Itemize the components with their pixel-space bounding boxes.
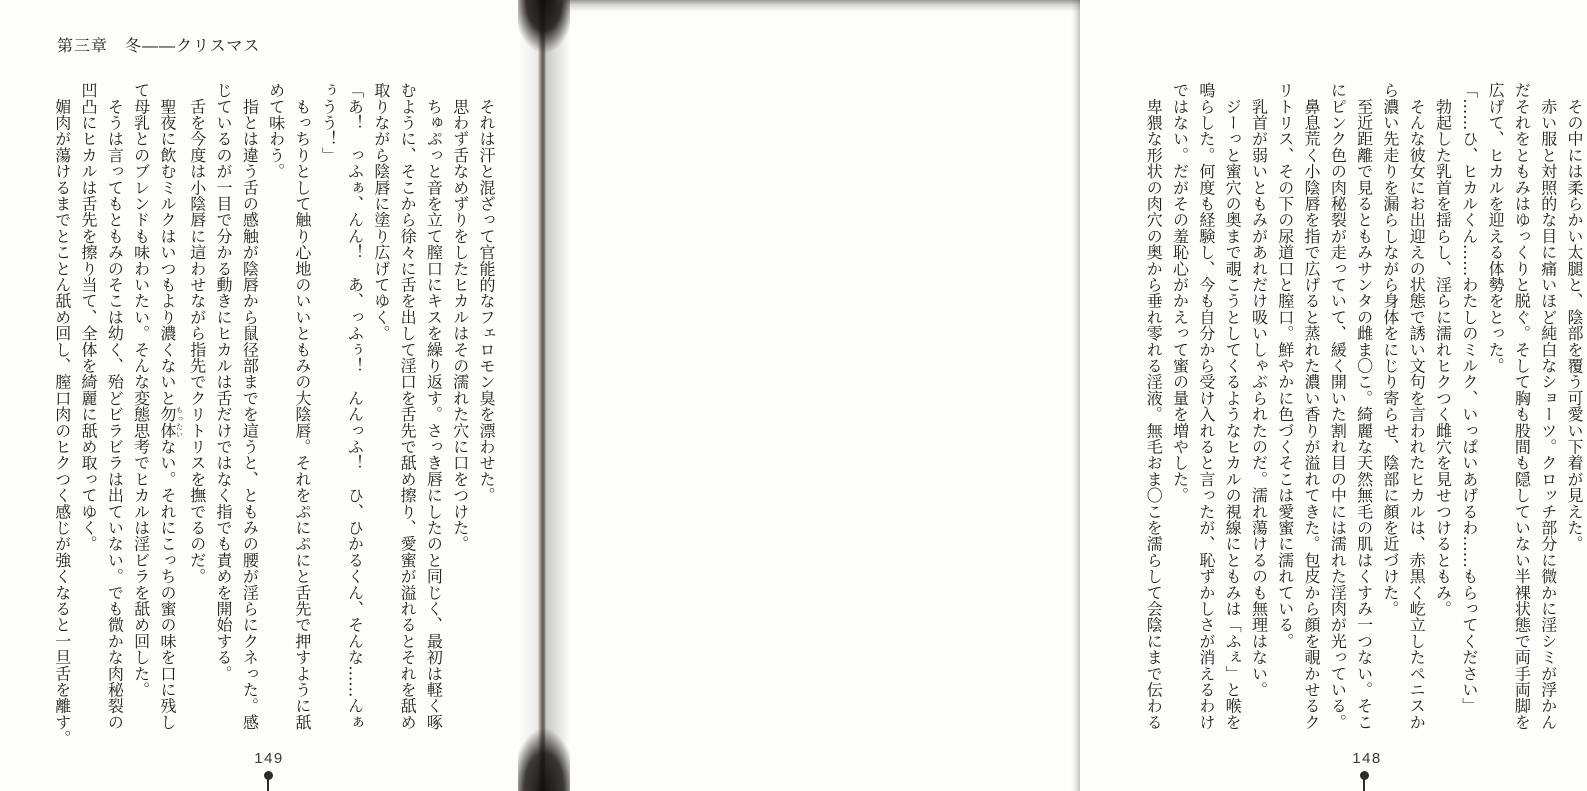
text-line: そうは言ってもともみのそこは幼く、殆どビラビラは出ていない。でも微かな肉秘裂の xyxy=(105,82,125,730)
text-line: 思わず舌なめずりをしたヒカルはその濡れた穴に口をつけた。 xyxy=(450,82,470,552)
text-line: 舌を今度は小陰唇に這わせながら指先でクリトリスを撫でるのだ。 xyxy=(187,82,207,585)
text-line: じているのが一目で分かる動きにヒカルは舌だけではなく指でも責めを開始する。 xyxy=(214,82,234,682)
text-line: 勃起した乳首を揺らし、淫らに濡れヒクつく雌穴を見せつけるともみ。 xyxy=(1433,82,1453,617)
chapter-header: 第三章 冬――クリスマス xyxy=(57,36,261,55)
text-line: て母乳とのブレンドも味わいたい。そんな変態思考でヒカルは淫ビラを舐め回した。 xyxy=(131,82,151,698)
text-line: むように、そこから徐々に舌を出して淫口を舌先で舐め擦り、愛蜜が溢れるとそれを舐め xyxy=(398,82,418,730)
book-page-right xyxy=(560,0,1584,791)
text-line: 聖夜に飲むミルクはいつもより濃くないと勿体もったいない。それにこっちの蜜の味を口に残し xyxy=(157,82,184,731)
text-line: 「……ひ、ヒカルくん……わたしのミルク、いっぱいあげるわ……もらってください」 xyxy=(1459,82,1479,714)
text-line: ではない。だがその羞恥心がかえって蜜の量を増やした。 xyxy=(1170,82,1190,504)
text-line: にピンク色の肉秘裂が走っていて、緩く開いた割れ目の中には濡れた淫肉が光っている。 xyxy=(1328,82,1348,730)
text-line: 赤い服と対照的な目に痛いほど純白なショーツ。クロッチ部分に微かに淫シミが浮かん xyxy=(1538,82,1558,730)
text-line: ぅうう！」 xyxy=(319,82,339,163)
text-line: 媚肉が蕩けるまでとことん舐め回し、膣口肉のヒクつく感じが強くなると一旦舌を離す。 xyxy=(52,82,72,747)
page-right-edge-shadow xyxy=(1071,0,1080,791)
page-marker-pin-icon xyxy=(262,771,274,791)
page-marker-pin-icon xyxy=(1358,771,1370,791)
page-number-left: 149 xyxy=(254,750,284,767)
text-line: 至近距離で見るともみサンタの雌ま〇こ。綺麗な天然無毛の肌はくすみ一つない。そこ xyxy=(1354,82,1374,730)
pin-stem xyxy=(267,779,269,791)
page-number-right: 148 xyxy=(1352,750,1382,767)
book-spine-gutter-shadow xyxy=(518,0,570,791)
page-149-text-block xyxy=(52,82,499,750)
text-line: そんな彼女にお出迎えの状態で誘い文句を言われたヒカルは、赤黒く屹立したペニスか xyxy=(1407,82,1427,730)
text-line: 乳首が弱いともみがあれだけ吸いしゃぶられたのだ。濡れ蕩けるのも無理はない。 xyxy=(1249,82,1269,698)
text-line: それは汗と混ざって官能的なフェロモン臭を漂わせた。 xyxy=(477,82,496,504)
text-line: ちゅぷっと音を立て膣口にキスを繰り返す。さっき唇にしたのと同じく、最初は軽く啄 xyxy=(424,82,444,730)
page-top-edge-shadow xyxy=(556,0,1080,12)
text-line: 「あ！ っふぁ、んん！ あ、っふぅ！ んんっふ！ ひ、ひかるくん、そんな……んぁ xyxy=(345,82,365,730)
text-line: 卑猥な形状の肉穴の奥から垂れ零れる淫液。無毛おま〇こを濡らして会陰にまで伝わる xyxy=(1144,82,1164,730)
text-line: 広げて、ヒカルを迎える体勢をとった。 xyxy=(1486,82,1506,374)
text-line: めて味わう。 xyxy=(266,82,286,180)
text-line: 鼻息荒く小陰唇を指で広げると蒸れた濃い香りが溢れてきた。包皮から顔を覗かせるク xyxy=(1302,82,1322,730)
book-page-left xyxy=(0,0,520,791)
text-line: リトリス、その下の尿道口と膣口。鮮やかに色づくそこは愛蜜に濡れている。 xyxy=(1275,82,1295,649)
pin-stem xyxy=(1363,779,1365,791)
text-line: ら濃い先走りを漏らしながら身体をにじり寄らせ、陰部に顔を近づけた。 xyxy=(1380,82,1400,617)
text-line: 鳴らした。何度も経験し、今も自分から受け入れると言ったが、恥ずかしさが消えるわけ xyxy=(1196,82,1216,730)
text-line: ジーっと蜜穴の奥まで覗こうとしてくるようなヒカルの視線にともみは「ふぇ」と喉を xyxy=(1223,82,1243,730)
page-148-text-block xyxy=(1140,82,1587,750)
text-line: 取りながら陰唇に塗り広げてゆく。 xyxy=(371,82,391,342)
text-line: だそれをともみはゆっくりと脱ぐ。そして胸も股間も隠していない半裸状態で両手両脚を xyxy=(1512,82,1532,730)
text-line: その中には柔らかい太腿と、陰部を覆う可愛い下着が見えた。 xyxy=(1565,82,1584,552)
text-line: もっちりとして触り心地のいいともみの大陰唇。それをぷにぷにと舌先で押すように舐 xyxy=(292,82,312,730)
text-line: 凹凸にヒカルは舌先を擦り当て、全体を綺麗に舐め取ってゆく。 xyxy=(79,82,99,552)
text-line: 指とは違う舌の感触が陰唇から鼠径部までを這うと、ともみの腰が淫らにクネった。感 xyxy=(240,82,260,730)
